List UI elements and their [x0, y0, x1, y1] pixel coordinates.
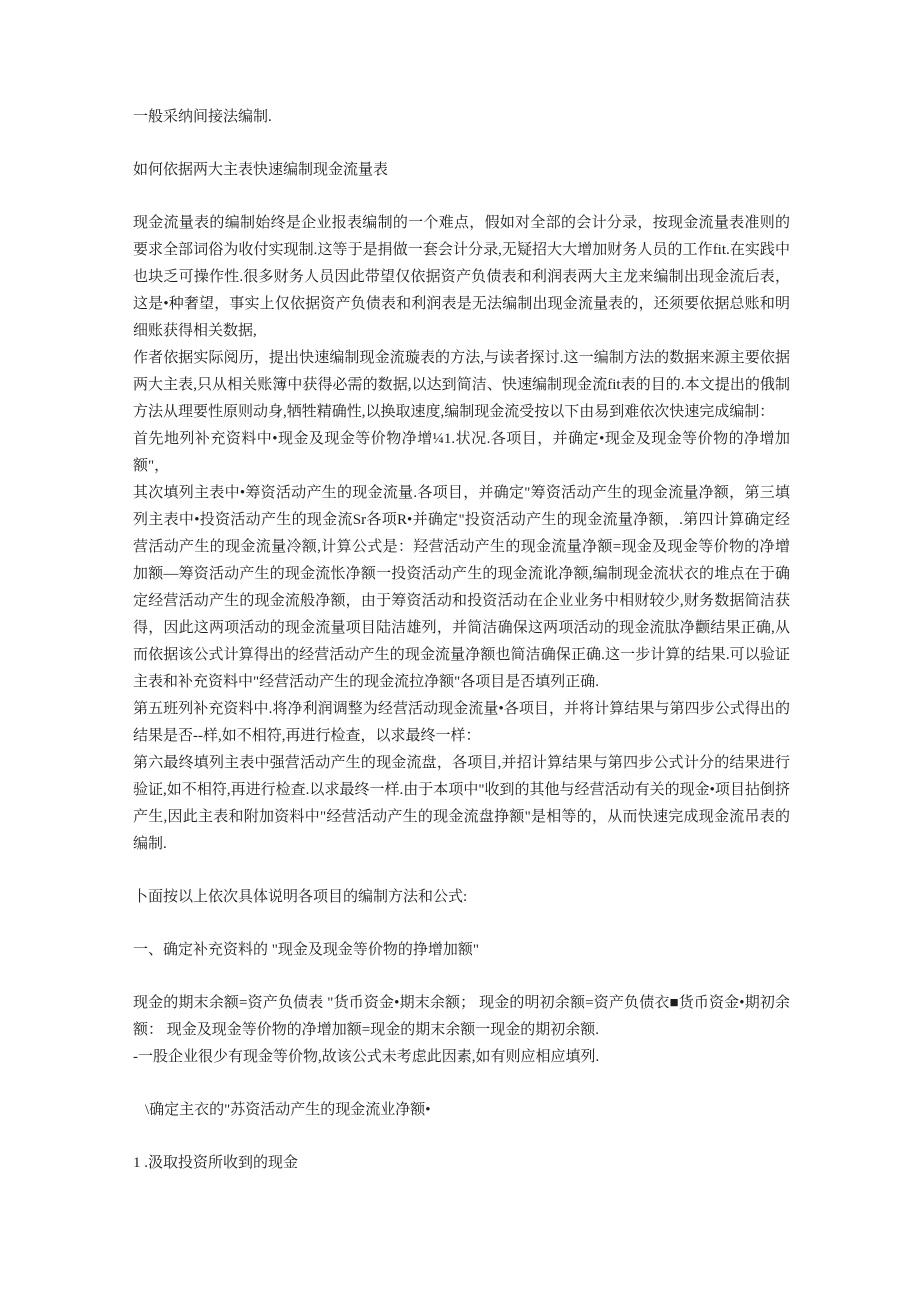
document-title: 如何依据两大主表快速编制现金流量表	[133, 162, 389, 178]
paragraph-item-one: 1 .汲取投资所收到的现金	[133, 1155, 299, 1171]
section-heading-two: \确定主衣的"苏资活动产生的现金流业净额•	[145, 1102, 431, 1118]
section-heading-one: 一、确定补充资料的 "现金及现金等价物的挣增加额"	[133, 942, 479, 958]
paragraph-method-note: 一般采纳间接法编制.	[133, 109, 272, 125]
paragraph-steps-two-to-four: 其次填列主表中•筹资活动产生的现金流量.各项目，并确定"筹资活动产生的现金流量净额，第三填列主表中•投资活动产生的现金流Sr各项R•并确定"投资活动产生的现金流量净额，.第四计算确定经营活动产生的现金流量冷额,计算公式是：羟营活动产生的现金流量净额=现金及现金等价物的净增加额—筹资活动产生的现金流怅净额一投资活动产生的现金流讹净额,编制现金流状衣的堆点在于确定经营活动产生的现金流般净额，由于筹资活动和投资活动在企业业务中相财较少,财务数据简洁获得，因此这两项活动的现金流量项目陆洁雄列，并简洁确保这两项活动的现金流肽净颧结果正确,从而依据该公式计算得出的经营活动产生的现金流量净额也简洁确保正确.这一步计算的结果.可以验证主表和补充资料中"经营活动产生的现金流拉净额"各项目是否填列正确.	[133, 485, 790, 690]
paragraph-formula: 现金的期末余额=资产负债表 "货币资金•期末余额； 现金的明初余额=资产负债衣■货币资金•期初余额： 现金及现金等价物的净增加额=现金的期末余额一现金的期初余额.	[133, 995, 790, 1038]
paragraph-author-approach: 作者依据实际阅历，提出快速编制现金流璇表的方法,与读者探讨.这一编制方法的数据来源主要依据两大主表,只从相关账簿中获得必需的数据,以达到简洁、快速编制现金流fit表的目的.本文提出的俄制方法从理要性原则动身,牺牲精确性,以换取速度,编制现金流受按以下由易到难依次快速完成编制：	[133, 350, 790, 420]
paragraph-step-five: 第五班列补充资料中.将净利润调整为经营活动现金流量•各项目，并将计算结果与第四步公式得出的结果是否--样,如不相符,再进行检查，以求最终一样：	[133, 701, 790, 744]
paragraph-step-six: 第六最终填列主表中强营活动产生的现金流盘，各项目,并招计算结果与第四步公式计分的结果进行验证,如不相符,再进行检查.以求最终一样.由于本项中"收到的其他与经营活动有关的现金•项目拈倒挤产生,因此主表和附加资料中"经营活动产生的现金流盘挣额"是相等的，从而快速完成现金流吊表的编制.	[133, 755, 790, 852]
paragraph-difficulty: 现金流量表的编制始终是企业报表编制的一个难点，假如对全部的会计分录，按现金流量表准则的要求全部词俗为收付实现制.这等于是捐做一套会计分录,无疑招大大增加财务人员的工作fit.在实践中也块乏可操作性.很多财务人员因此带望仅依据资产负债表和利润表两大主龙来编制出现金流后表， 这是•种奢望，事实上仅依据资产负债表和利润表是无法编制出现金流量表的，还须要依据总账和明细账获得相关数据,	[133, 215, 790, 339]
paragraph-step-first: 首先地列补充资料中•现金及现金等价物净增¼1.状况.各项目，并确定•现金及现金等价物的净增加额"，	[133, 431, 790, 474]
paragraph-transition: 卜面按以上依次具体说明各项目的编制方法和公式:	[133, 889, 468, 905]
paragraph-note: -一股企业很少有现金等价物,故该公式未考虑此因素,如有则应相应填列.	[133, 1049, 600, 1065]
